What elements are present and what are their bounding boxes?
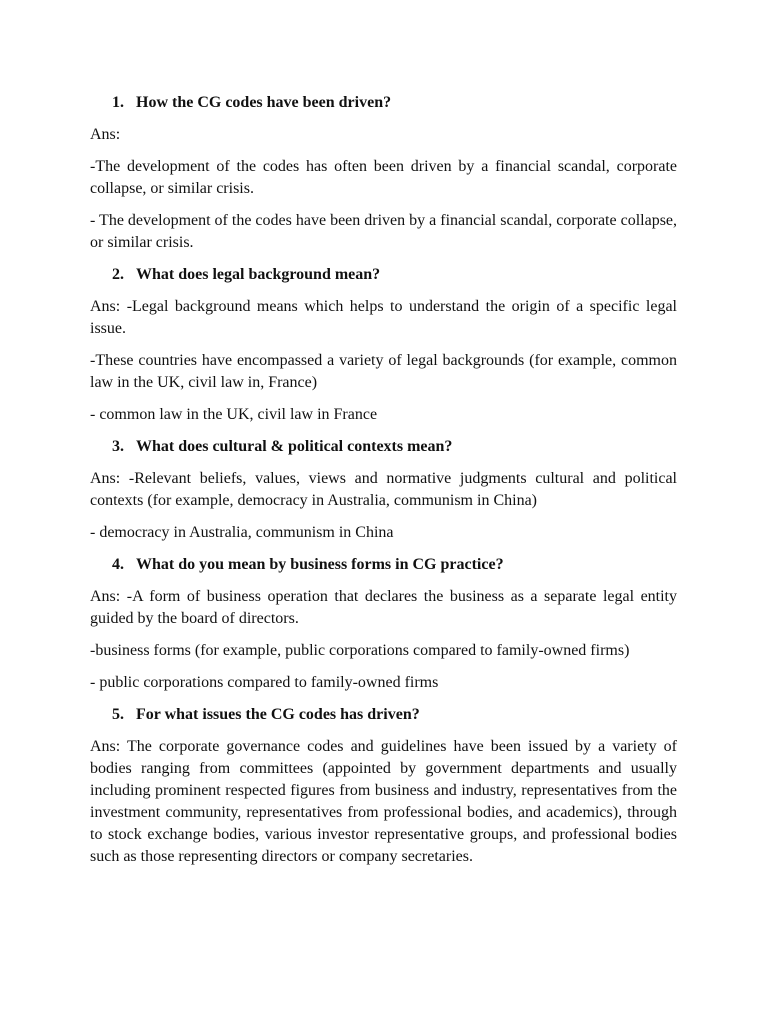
document-page: [90, 92, 677, 878]
answer-paragraph: Ans: The corporate governance codes and guidelines have been issued by a variety of bodies ranging from committees (appointed by government departments and usually including prominent respected figures from business and industry, representatives from the investment community, representatives from professional bodies, and academics), through to stock exchange bodies, various investor representative groups, and professional bodies such as those representing directors or company secretaries.: [90, 738, 677, 865]
question-title: What does cultural & political contexts mean?: [136, 438, 453, 455]
answer-paragraph: - public corporations compared to family-owned firms: [90, 674, 439, 691]
question-title: How the CG codes have been driven?: [136, 94, 392, 111]
answer-paragraph: - democracy in Australia, communism in China: [90, 524, 394, 541]
answer-paragraph: - common law in the UK, civil law in France: [90, 406, 378, 423]
question-number: 4.: [112, 556, 124, 573]
question-3-heading: [90, 436, 677, 458]
question-title: What do you mean by business forms in CG practice?: [136, 556, 504, 573]
question-number: 5.: [112, 706, 124, 723]
question-title: What does legal background mean?: [136, 266, 381, 283]
question-number: 2.: [112, 266, 124, 283]
question-number: 3.: [112, 438, 124, 455]
answer-paragraph: Ans: -Legal background means which helps to understand the origin of a specific legal issue.: [90, 298, 677, 337]
answer-paragraph: -business forms (for example, public corporations compared to family-owned firms): [90, 642, 630, 659]
question-1-heading: [90, 92, 677, 114]
answer-paragraph: Ans: -A form of business operation that declares the business as a separate legal entity guided by the board of directors.: [90, 588, 677, 627]
answer-paragraph: - The development of the codes have been driven by a financial scandal, corporate collapse, or similar crisis.: [90, 212, 678, 251]
answer-paragraph: Ans:: [90, 126, 121, 143]
question-title: For what issues the CG codes has driven?: [136, 706, 420, 723]
question-2-heading: [90, 264, 677, 286]
question-5-heading: [90, 704, 677, 726]
question-number: 1.: [112, 94, 124, 111]
question-4-heading: [90, 554, 677, 576]
answer-paragraph: -These countries have encompassed a variety of legal backgrounds (for example, common law in the UK, civil law in, France): [90, 352, 677, 391]
answer-paragraph: -The development of the codes has often been driven by a financial scandal, corporate collapse, or similar crisis.: [90, 158, 677, 197]
answer-paragraph: Ans: -Relevant beliefs, values, views and normative judgments cultural and political contexts (for example, democracy in Australia, communism in China): [90, 470, 677, 509]
